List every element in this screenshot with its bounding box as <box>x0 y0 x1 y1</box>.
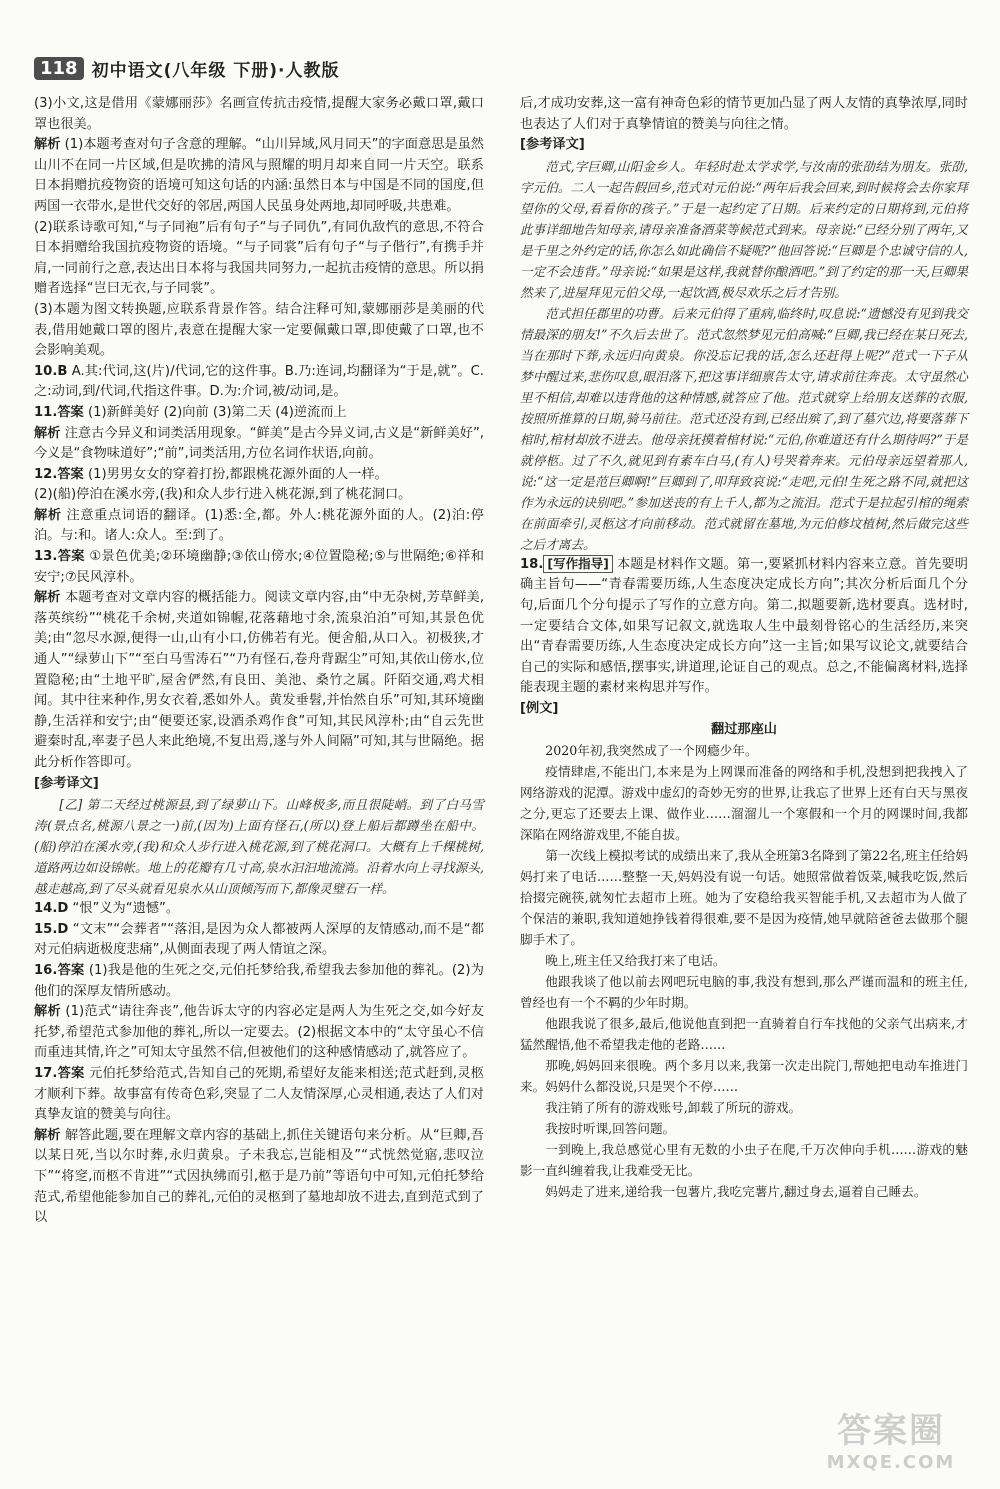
reference-translation-p2: 范式担任郡里的功曹。后来元伯得了重病,临终时,叹息说:“遗憾没有见到我交情最深的朋友!”不久后去世了。范式忽然梦见元伯高喊:“巨卿,我已经在某日死去,当在那时下葬,永远归向黄泉。你没忘记我的话,怎么还赶得上呢?”范式一下子从梦中醒过来,悲伤叹息,眼泪落下,把这事详细禀告太守,请求前往奔丧。太守虽然心里不相信,却难以违背他的这种情感,就答应了他。范式就穿上给朋友送葬的衣服,按照所推算的日期,骑马前往。范式还没有到,已经出殡了,到了墓穴边,将要落葬下棺时,棺材却放不进去。他母亲抚摸着棺材说:“元伯,你难道还有什么期待吗?”于是就停柩。过了不久,就见到有素车白马,(有人)号哭着奔来。元伯母亲远望着那人,说:“这一定是范巨卿啊!”巨卿到了,叩拜致哀说:“走吧,元伯!生死之路不同,就把这作为永远的诀别吧。”参加送丧的有上千人,都为之流泪。范式于是拉起引棺的绳索在前面牵引,灵柩这才向前移动。范式就留在墓地,为元伯修坟植树,然后做完这些之后才离去。 <box>520 305 968 552</box>
q12-answer: (1)男男女女的穿着打扮,都跟桃花源外面的人一样。 <box>87 466 388 482</box>
analysis-label: 解析 <box>34 137 61 153</box>
q16 <box>34 961 484 1002</box>
q18 <box>520 555 968 699</box>
q12 <box>34 465 484 486</box>
q15-text: “文末”“会葬者”“落泪,是因为众人都被两人深厚的友情感动,而不是“都对元伯病逝极度悲痛”,从侧面表现了两人情谊之深。 <box>34 921 485 958</box>
q11-analysis <box>34 424 484 465</box>
essay-body <box>520 740 968 1202</box>
watermark <box>796 1403 986 1481</box>
q18-text: 本题是材料作文题。第一,要紧抓材料内容来立意。首先要明确主旨句——“青春需要历练,人生态度决定成长方向”;其次分析后面几个分句,后面几个分句提示了写作的立意方向。第二,拟题要新,选材要真。选材时,一定要结合文体,如果写记叙文,就选取人生中最刻骨铭心的生活经历,来突出“青春需要历练,人生态度决定成长方向”这一主旨;如果写议论文,就要结合自己的实际和感悟,摆事实,讲道理,论证自己的观点。总之,不能偏离材料,选择能表现主题的素材来构思并写作。 <box>520 556 968 696</box>
q16-answer: (1)我是他的生死之交,元伯托梦给我,希望我去参加他的葬礼。(2)为他们的深厚友情所感动。 <box>34 962 484 999</box>
writing-guide-tag: [写作指导] <box>543 555 612 573</box>
q13 <box>34 547 484 588</box>
essay-paragraph: 一到晚上,我总感觉心里有无数的小虫子在爬,千万次伸向手机……游戏的魅影一直纠缠着我,让我难受无比。 <box>520 1142 968 1179</box>
analysis-label: 解析 <box>34 590 61 606</box>
question-number: 10.B <box>34 363 68 379</box>
question-number: 18. <box>520 556 544 572</box>
q9-analysis-2: (2)联系诗歌可知,“与子同袍”后有句子“与子同仇”,有同仇敌忾的意思,不符合日本捐赠给我国抗疫物资的语境。“与子同裳”后有句子“与子偕行”,有携手并肩,一同前行之意,表达出日本将与我国共同努力,一起抗击疫情的意思。所以捐赠者选择“岂曰无衣,与子同裳”。 <box>34 219 484 297</box>
q16-analysis <box>34 1002 484 1064</box>
question-number: 14.D <box>34 901 69 917</box>
question-number: 13.答案 <box>34 549 85 565</box>
q14-text: “恨”义为“遗憾”。 <box>72 901 179 917</box>
analysis-text: (1)范式“请往奔丧”,他告诉太守的内容必定是两人为生死之交,如今好友托梦,希望范式参加他的葬礼,所以一定要去。(2)根据文本中的“太守虽心不信而重违其情,许之”可知太守虽然不信,但被他们的这种感情感动了,就答应了。 <box>34 1004 485 1061</box>
analysis-label: 解析 <box>34 425 61 441</box>
q9-part3: (3)小文,这是借用《蒙娜丽莎》名画宣传抗击疫情,提醒大家务必戴口罩,戴口罩也很美。 <box>34 96 484 132</box>
q17-analysis <box>34 1126 484 1229</box>
q14 <box>34 899 484 920</box>
question-number: 17.答案 <box>34 1065 85 1081</box>
q9-analysis-3: (3)本题为图文转换题,应联系背景作答。结合注释可知,蒙娜丽莎是美丽的代表,借用她戴口罩的图片,表意在提醒大家一定要佩戴口罩,即使戴了口罩,也不会影响美观。 <box>34 301 484 359</box>
right-column <box>520 94 968 1202</box>
essay-paragraph: 妈妈走了进来,递给我一包薯片,我吃完薯片,翻过身去,逼着自己睡去。 <box>545 1184 927 1200</box>
essay-title: 翻过那座山 <box>711 721 777 737</box>
analysis-text: 本题考查对文章内容的概括能力。阅读文章内容,由“中无杂树,芳草鲜美,落英缤纷”“桃花千余树,夹道如锦幄,花落藉地寸余,流泉泊泊”可知,其景色优美;由“忽尽水源,便得一山,山有小口,仿佛若有光。便舍船,从口入。初极狭,才通人”“绿萝山下”“至白马雪涛石”“乃有怪石,卷舟背踞尘”可知,其依山傍水,位置隐秘;由“土地平旷,屋舍俨然,有良田、美池、桑竹之属。阡陌交通,鸡犬相闻。其中往来种作,男女衣着,悉如外人。黄发垂髫,并怡然自乐”可知,其环境幽静,生活祥和安宁;由“便要还家,设酒杀鸡作食”可知,其民风淳朴;由“自云先世避秦时乱,率妻子邑人来此绝境,不复出焉,遂与外人间隔”可知,其与世隔绝。据此分析作答即可。 <box>34 590 485 770</box>
essay-paragraph: 2020年初,我突然成了一个网瘾少年。 <box>545 743 758 759</box>
analysis-text: 注意重点词语的翻译。(1)悉:全,都。外人:桃花源外面的人。(2)泊:停泊。与:和。诸人:众人。至:到了。 <box>34 507 484 544</box>
q15 <box>34 920 484 961</box>
analysis-label: 解析 <box>34 1127 61 1143</box>
book-title: 初中语文(八年级 下册)·人教版 <box>91 60 340 81</box>
reference-translation: [乙] 第二天经过桃源县,到了绿萝山下。山峰极多,而且很陡峭。到了白马雪涛(景点名,桃源八景之一)前,(因为)上面有怪石,(所以)登上船后都蹲坐在船中。(船)停泊在溪水旁,(我)和众人步行进入桃花源,到了桃花洞口。大概有上千棵桃树,道路两边如设锦帐。地上的花瓣有几寸高,泉水汩汩地流淌。沿着水向上寻找源头,越走越高,到了尽头就看见泉水从山顶倾泻而下,都像灵璧石一样。 <box>34 797 484 897</box>
essay-paragraph: 疫情肆虐,不能出门,本来是为上网课而准备的网络和手机,没想到把我拽入了网络游戏的泥潭。游戏中虚幻的奇妙无穷的世界,让我忘了世界上还有白天与黑夜之分,更忘了还要去上课、做作业……溜溜儿一个寒假和一个月的网课时间,我都深陷在网络游戏里,不能自拔。 <box>520 764 968 843</box>
watermark-logo: 答案圈 <box>837 1411 945 1451</box>
analysis-text: 注意古今异义和词类活用现象。“鲜美”是古今异义词,古义是“新鲜美好”,今义是“食物味道好”;“前”,词类活用,方位名词作状语,向前。 <box>34 425 484 462</box>
left-column <box>34 94 484 1229</box>
question-number: 12.答案 <box>34 466 84 482</box>
essay-paragraph: 他跟我谈了他以前去网吧玩电脑的事,我没有想到,那么严谨而温和的班主任,曾经也有一个不羁的少年时期。 <box>520 974 968 1011</box>
question-number: 15.D <box>34 921 69 937</box>
essay-paragraph: 那晚,妈妈回来很晚。两个多月以来,我第一次走出院门,帮她把电动车推进门来。妈妈什么都没说,只是哭个不停…… <box>520 1058 968 1095</box>
q12-analysis <box>34 506 484 547</box>
reference-translation-label: [参考译文] <box>34 775 99 791</box>
page-number: 118 <box>34 57 84 80</box>
analysis-label: 解析 <box>34 507 62 523</box>
q13-analysis <box>34 588 484 773</box>
q10-text: A.其:代词,这(片)/代词,它的这件事。B.乃:连词,均翻译为“于是,就”。C.之:动词,到/代词,代指这件事。D.为:介词,被/动词,是。 <box>34 363 484 400</box>
reference-translation-p1: 范式,字巨卿,山阳金乡人。年轻时赴太学求学,与汝南的张劭结为朋友。张劭,字元伯。二人一起告假回乡,范式对元伯说:“两年后我会回来,到时候将会去你家拜望你的父母,看看你的孩子。”于是一起约定了日期。后来约定的日期将到,元伯将此事详细地告知母亲,请母亲准备酒菜等候范式到来。母亲说:“已经分别了两年,又是千里之外约定的话,你怎么如此确信不疑呢?”他回答说:“巨卿是个忠诚守信的人,一定不会违背。”母亲说:“如果是这样,我就替你酿酒吧。”到了约定的那一天,巨卿果然来了,进屋拜见元伯父母,一起饮酒,极尽欢乐之后才告别。 <box>520 158 968 300</box>
essay-paragraph: 晚上,班主任又给我打来了电话。 <box>545 953 726 969</box>
q17 <box>34 1064 484 1126</box>
analysis-text: (1)本题考查对句子含意的理解。“山川异域,风月同天”的字面意思是虽然山川不在同一片区域,但是吹拂的清风与照耀的明月却来自同一片天空。联系日本捐赠抗疫物资的语境可知这句话的内涵:虽然日本与中国是不同的国度,但两国一衣带水,是世代交好的邻居,两国人民虽身处两地,却同呼吸,共患难。 <box>34 137 484 214</box>
q10 <box>34 362 484 403</box>
essay-paragraph: 我注销了所有的游戏账号,卸载了所玩的游戏。 <box>545 1100 802 1116</box>
q11 <box>34 403 484 424</box>
reference-translation-label: [参考译文] <box>520 137 585 153</box>
q9-analysis <box>34 135 484 217</box>
q17-answer: 元伯托梦给范式,告知自己的死期,希望好友能来相送;范式赶到,灵柩才顺利下葬。故事富有传奇色彩,突显了二人友情深厚,心灵相通,表达了人们对真挚友谊的赞美与向往。 <box>34 1065 484 1123</box>
q17-analysis-continued: 后,才成功安葬,这一富有神奇色彩的情节更加凸显了两人友情的真挚浓厚,同时也表达了人们对于真挚情谊的赞美与向往之情。 <box>520 96 968 132</box>
q12-answer-2: (2)(船)停泊在溪水旁,(我)和众人步行进入桃花源,到了桃花洞口。 <box>34 487 412 503</box>
example-label: [例文] <box>520 700 559 716</box>
q13-answer: ①景色优美;②环境幽静;③依山傍水;④位置隐秘;⑤与世隔绝;⑥祥和安宁;⑦民风淳朴。 <box>34 549 484 585</box>
analysis-text: 解答此题,要在理解文章内容的基础上,抓住关键语句来分析。从“巨卿,吾以某日死,当以尔时葬,永归黄泉。子未我忘,岂能相及”“式恍然觉寤,悲叹泣下”“将窆,而柩不肯进”“式因执绋而引,柩于是乃前”等语句中可知,元伯托梦给范式,希望他能参加自己的葬礼,元伯的灵柩到了墓地却放不进去,直到范式到了以 <box>34 1127 485 1226</box>
essay-paragraph: 第一次线上模拟考试的成绩出来了,我从全班第3名降到了第22名,班主任给妈妈打来了电话……整整一天,妈妈没有说一句话。她照常做着饭菜,喊我吃饭,然后拾掇完碗筷,就匆忙去超市上班。她为了安稳给我买智能手机,又去超市为人做了个保洁的兼职,我知道她挣钱着得很难,要不是因为疫情,她早就陪爸爸去做那个腿脚手术了。 <box>520 848 968 948</box>
essay-paragraph: 他跟我说了很多,最后,他说他直到把一直骑着自行车找他的父亲气出病来,才猛然醒悟,他不希望我走他的老路…… <box>520 1016 968 1053</box>
question-number: 11.答案 <box>34 404 84 420</box>
page-header <box>34 50 964 86</box>
essay-paragraph: 我按时听课,回答问题。 <box>545 1121 676 1137</box>
watermark-url: MXQE.COM <box>826 1452 956 1473</box>
q11-answer: (1)新鲜美好 (2)向前 (3)第二天 (4)逆流而上 <box>87 404 347 420</box>
question-number: 16.答案 <box>34 962 85 978</box>
analysis-label: 解析 <box>34 1004 61 1020</box>
